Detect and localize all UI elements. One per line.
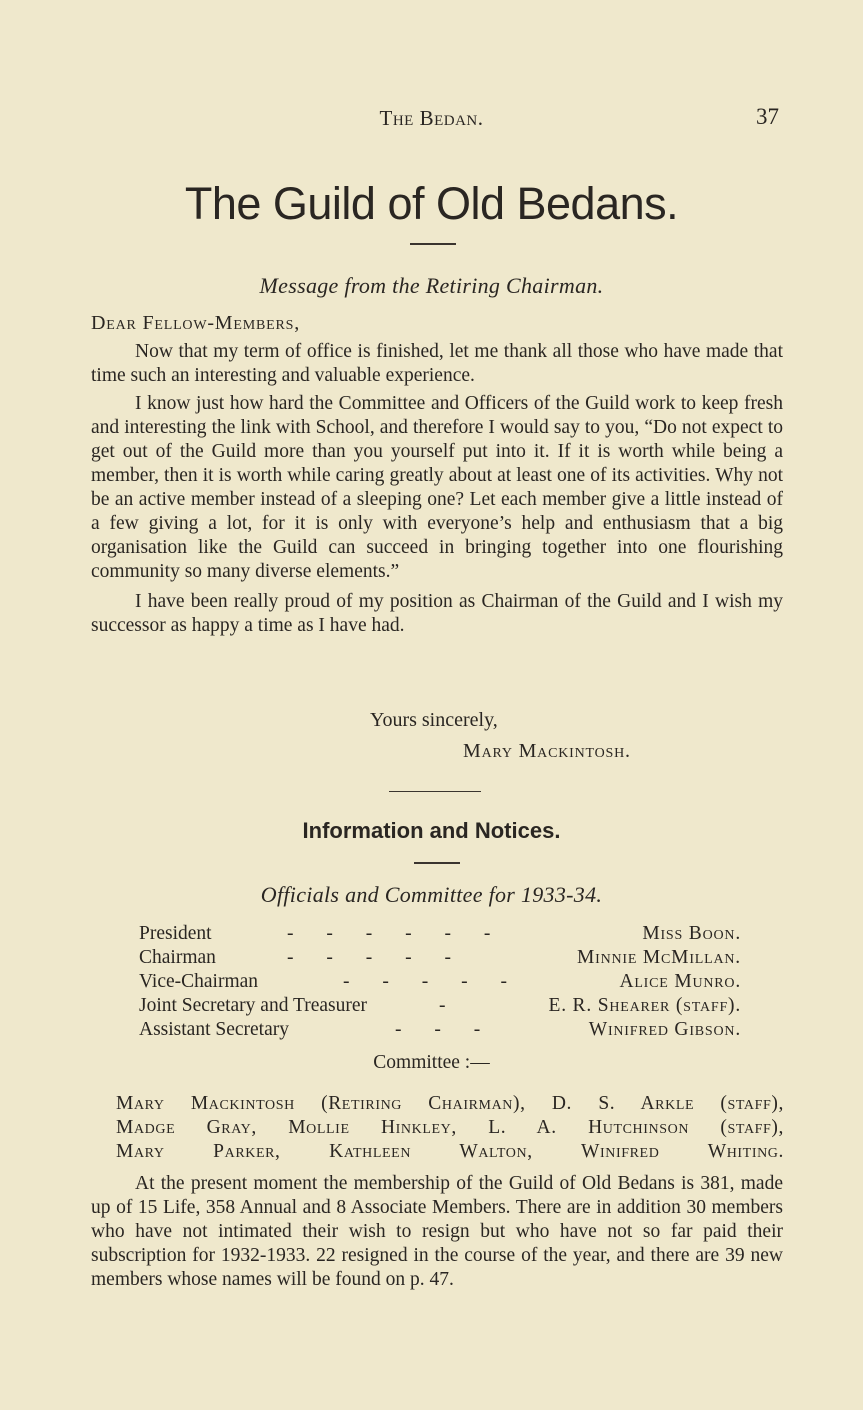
membership-paragraph: At the present moment the membership of the Guild of Old Bedans is 381, made up of 15 Life, 358 Annual and 8 Associate Members. There are in addition 30 members who have not intimated their wish to resign but who have not so far paid their subscription for 1932-1933. 22 resigned in the course of the year, and there are 39 new members whose names will be found on p. 47. — [91, 1173, 783, 1290]
official-name: Alice Munro. — [619, 971, 741, 992]
official-name: Winifred Gibson. — [588, 1019, 741, 1040]
committee-line: Mary Parker, Kathleen Walton, Winifred Whiting. — [116, 1141, 784, 1162]
committee-list — [116, 1092, 784, 1164]
article-title: The Guild of Old Bedans. — [184, 178, 679, 229]
official-row — [139, 970, 741, 994]
message-subtitle: Message from the Retiring Chairman. — [259, 273, 604, 298]
official-role: Chairman — [139, 947, 216, 968]
title-rule — [410, 243, 456, 245]
officials-list — [139, 922, 741, 1042]
official-name: Miss Boon. — [642, 923, 741, 944]
official-role: Vice-Chairman — [139, 971, 259, 992]
section-rule — [389, 791, 481, 792]
committee-line: Mary Mackintosh (Retiring Chairman), D. S. Arkle (staff), — [116, 1093, 784, 1114]
message-paragraph-1: Now that my term of office is finished, let me thank all those who have made that time such an interesting and valuable experience. — [91, 341, 783, 386]
official-row — [139, 1018, 741, 1042]
signature: Mary Mackintosh. — [463, 740, 631, 762]
official-name: Minnie McMillan. — [577, 947, 741, 968]
leader-dots: - — [439, 995, 460, 1016]
salutation: Dear Fellow-Members, — [91, 312, 301, 334]
official-role: Assistant Secretary — [139, 1019, 290, 1040]
closing: Yours sincerely, — [370, 709, 498, 731]
leader-dots: - - - — [395, 1019, 495, 1040]
official-row — [139, 994, 741, 1018]
officials-heading: Officials and Committee for 1933-34. — [260, 882, 603, 907]
message-paragraph-2: I know just how hard the Committee and Officers of the Guild work to keep fresh and interesting the link with School, and therefore I would say to you, “Do not expect to get out of the Guild more than you yourself put into it. If it is worth while being a member, then it is worth while caring greatly about at least one of its activities. Why not be an active member instead of a sleeping one? Let each member give a little instead of a few giving a lot, for it is only with everyone’s help and enthusiasm that a big organisation like the Guild can succeed in bringing together into one flourishing community so many diverse elements.” — [91, 393, 783, 582]
official-role: President — [139, 923, 212, 944]
committee-line: Madge Gray, Mollie Hinkley, L. A. Hutchinson (staff), — [116, 1117, 784, 1138]
notices-heading: Information and Notices. — [302, 818, 561, 843]
message-paragraph-3: I have been really proud of my position as Chairman of the Guild and I wish my successor as happy a time as I have had. — [91, 591, 783, 636]
leader-dots: - - - - - - — [287, 923, 505, 944]
official-row — [139, 922, 741, 946]
leader-dots: - - - - - — [287, 947, 465, 968]
leader-dots: - - - - - — [343, 971, 521, 992]
membership-section — [91, 1172, 783, 1292]
message-body — [91, 340, 783, 638]
committee-heading: Committee :— — [373, 1052, 490, 1073]
official-role: Joint Secretary and Treasurer — [139, 995, 367, 1016]
running-head: The Bedan. — [379, 106, 484, 130]
notices-rule — [414, 862, 460, 864]
official-row — [139, 946, 741, 970]
official-name: E. R. Shearer (staff). — [548, 995, 741, 1016]
page-number: 37 — [756, 104, 779, 129]
